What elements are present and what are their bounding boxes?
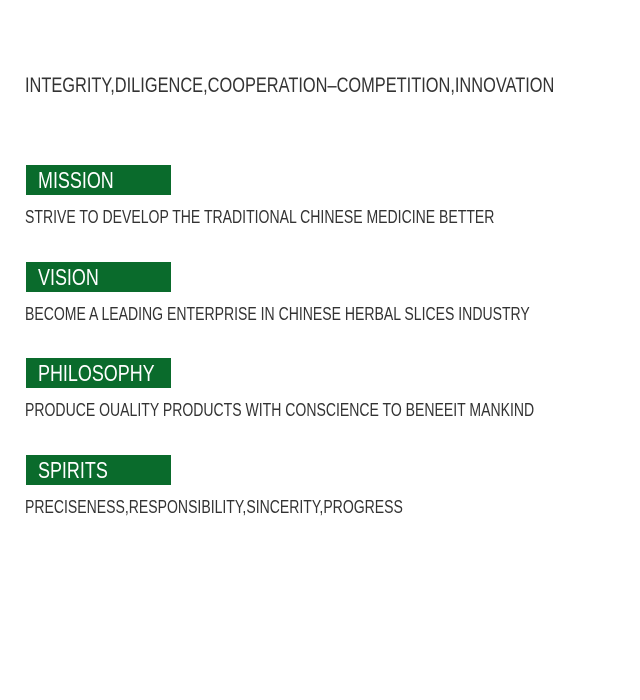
spirits-label: SPIRITS	[38, 456, 108, 483]
philosophy-label: PHILOSOPHY	[38, 359, 155, 386]
section-mission	[26, 165, 627, 228]
section-philosophy	[26, 358, 640, 421]
section-spirits	[26, 455, 509, 518]
mission-description: STRIVE TO DEVELOP THE TRADITIONAL CHINESE MEDICINE BETTER	[25, 207, 495, 227]
mission-label-box	[26, 165, 171, 195]
philosophy-description: PRODUCE OUALITY PRODUCTS WITH CONSCIENCE TO BENEEIT MANKIND	[25, 400, 535, 420]
philosophy-label-box	[26, 358, 171, 388]
vision-label: VISION	[38, 263, 99, 290]
spirits-label-box	[26, 455, 171, 485]
section-vision	[26, 262, 640, 325]
vision-label-box	[26, 262, 171, 292]
mission-label: MISSION	[38, 166, 114, 193]
vision-description: BECOME A LEADING ENTERPRISE IN CHINESE HERBAL SLICES INDUSTRY	[25, 304, 530, 324]
slogan-heading: INTEGRITY,DILIGENCE,COOPERATION–COMPETITION,INNOVATION	[25, 74, 555, 97]
spirits-description: PRECISENESS,RESPONSIBILITY,SINCERITY,PROGRESS	[25, 497, 403, 517]
